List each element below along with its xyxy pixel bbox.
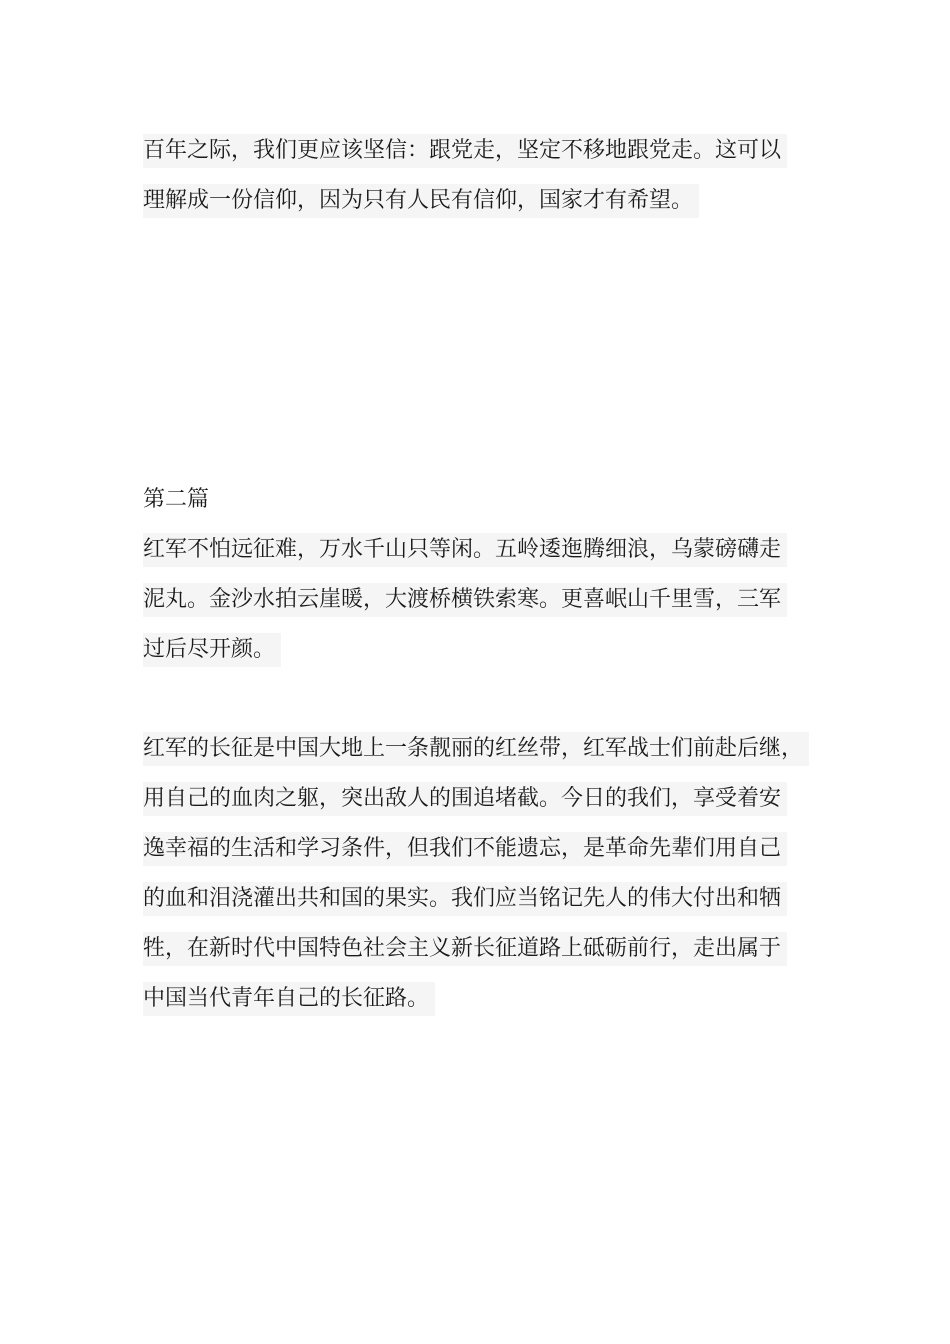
paragraph-text: 理解成一份信仰，因为只有人民有信仰，国家才有希望。	[143, 184, 699, 218]
poem-line	[143, 533, 787, 567]
paragraph-line	[143, 882, 787, 916]
paragraph-text: 的血和泪浇灌出共和国的果实。我们应当铭记先人的伟大付出和牺	[143, 882, 787, 916]
poem-text: 红军不怕远征难，万水千山只等闲。五岭逶迤腾细浪，乌蒙磅礴走	[143, 533, 787, 567]
paragraph-line	[143, 982, 435, 1016]
paragraph-line	[143, 932, 787, 966]
poem-text: 过后尽开颜。	[143, 633, 281, 667]
poem-text: 泥丸。金沙水拍云崖暖，大渡桥横铁索寒。更喜岷山千里雪，三军	[143, 583, 787, 617]
paragraph-text: 用自己的血肉之躯，突出敌人的围追堵截。今日的我们，享受着安	[143, 782, 787, 816]
paragraph-text: 牲，在新时代中国特色社会主义新长征道路上砥砺前行，走出属于	[143, 932, 787, 966]
paragraph-line	[143, 184, 699, 218]
paragraph-line	[143, 832, 787, 866]
paragraph-line	[143, 732, 809, 766]
section-heading: 第二篇	[143, 487, 210, 512]
paragraph-text: 逸幸福的生活和学习条件，但我们不能遗忘，是革命先辈们用自己	[143, 832, 787, 866]
paragraph-line	[143, 134, 787, 168]
poem-line	[143, 583, 787, 617]
paragraph-line	[143, 782, 787, 816]
poem-line	[143, 633, 281, 667]
paragraph-text: 红军的长征是中国大地上一条靓丽的红丝带，红军战士们前赴后继，	[143, 732, 809, 766]
paragraph-text: 百年之际，我们更应该坚信：跟党走，坚定不移地跟党走。这可以	[143, 134, 787, 168]
paragraph-text: 中国当代青年自己的长征路。	[143, 982, 435, 1016]
